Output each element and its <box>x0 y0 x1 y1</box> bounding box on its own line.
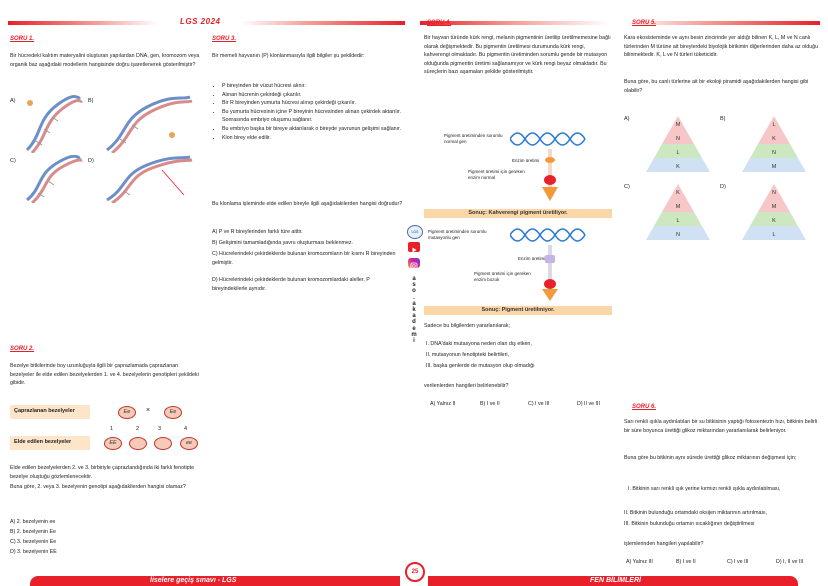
q5-pyramid-c-label: C) <box>624 184 630 190</box>
q4-option-a: A) Yalnız II <box>430 401 456 407</box>
q2-obtained-pea-1: EE <box>104 437 122 450</box>
q4-fig2-arrow-head <box>542 289 558 301</box>
q2-option-d: D) 3. bezelyenin EE <box>10 549 57 555</box>
q2-times-sign: × <box>146 407 151 414</box>
q6-item-1: I. Bitkinin sarı renkli ışık yerine kırmızı renkli ışıkla aydınlatılması, <box>628 486 781 492</box>
youtube-icon[interactable] <box>408 242 420 252</box>
q4-fig1-dna-icon <box>510 131 590 147</box>
instagram-icon[interactable] <box>408 258 420 268</box>
q5-pyramid-c-row-2: M <box>675 204 681 210</box>
q3-bullet: • Alınan hücrenin çekirdeği çıkarılır. <box>222 91 406 100</box>
q3-bullet-list <box>212 82 406 142</box>
q4-fig1-pigment-label: Pigment üretimi için gereken enzim normal <box>468 169 525 180</box>
q2-obtained-label: Elde edilen bezelyeler <box>14 439 72 445</box>
q4-fig2-result: Sonuç: Pigment üretilmiyor. <box>424 306 612 315</box>
q4-fig2-dna-icon <box>510 227 590 243</box>
q4-text: Bir hayvan türünde kürk rengi, melanin pigmentinin üretilip üretilmemesine bağlı olarak değişmektedir. Bu pigmentin üretilmesi durumunda kürk rengi, kahverengi olmaktadır. Bu pigmentin üretiminden sorumlu gende bir mutasyon olduğunda pigmentin üretimi sağlanamıyor ve kürk rengi beyaz olmaktadır. Bu süreçlerin bazı aşamaları şekilde gösterilmiştir. <box>424 35 611 76</box>
q3-bullet: • Bu embriyo başka bir bireye aktarılarak o bireyde yavrunun gelişimi sağlanır. <box>222 125 406 134</box>
q3-option-d: D) Hücrelerindeki çekirdeklerde bulunan kromozomlardaki aleller, P bireyindekilerle aynıdır. <box>212 277 370 292</box>
q4-fig2-pigment-icon <box>544 279 556 289</box>
footer-right-text: FEN BİLİMLERİ <box>590 577 641 584</box>
q2-number-3: 3 <box>158 426 162 432</box>
q3-bullet: • Bir R bireyinden yumurta hücresi alınıp çekirdeği çıkarılır. <box>222 99 406 108</box>
q3-bullet: • Bu yumurta hücresinin içine P bireyinin hücresinden alınan çekirdek aktarılır. Sonrasında embriyo oluşumu sağlanır. <box>222 108 406 125</box>
q5-pyramid-b-row-1: L <box>772 122 776 128</box>
header-title: LGS 2024 <box>180 17 221 26</box>
q6-item-2: II. Bitkinin bulunduğu ortamdaki oksijen miktarının artırılması, <box>624 510 768 516</box>
q4-fig1-enzyme-label: Enzim üretimi <box>512 158 540 163</box>
q5-pyramid-c-row-4: N <box>676 232 680 238</box>
side-letter: d <box>412 319 416 326</box>
q2-obtained-pea-4: ee <box>180 437 198 450</box>
q5-pyramid-b-row-2: K <box>772 136 776 142</box>
side-letter: a <box>412 313 416 320</box>
q2-obtained-pea-3 <box>154 437 172 450</box>
q1-option-d-label: D) <box>88 158 94 164</box>
q5-pyramid-a <box>646 116 710 172</box>
q4-fig1-enzyme-icon <box>545 157 555 163</box>
page-number: 25 <box>405 562 425 582</box>
q4-option-b: B) I ve II <box>480 401 500 407</box>
side-letter: o <box>412 288 416 295</box>
q2-option-c: C) 3. bezelyenin Ee <box>10 539 57 545</box>
q1-text: Bir hücredeki kalıtım materyalini oluşturan yapılardan DNA, gen, kromozom veya organik baz aşağıdaki modellerin hangisinde doğru işaretlenerek gösterilmiştir? <box>10 53 200 68</box>
q4-fig2-enzyme-label: Enzim üretimi <box>518 256 546 261</box>
q6-item-3: III. Bitkinin bulunduğu ortamın sıcaklığının değiştirilmesi <box>624 521 755 527</box>
q5-title: SORU 5. <box>632 20 657 26</box>
q3-option-a: A) P ve R bireylerinden farklı türe aittir. <box>212 229 303 235</box>
q6-text: Sarı renkli ışıkla aydınlatılan bir su bitkisinin yaptığı fotosentezin hızı, bitkinin belirli bir süre boyunca ürettiği glikoz miktarından yararlanılarak belirleniyor. <box>624 419 818 434</box>
q2-crossed-pea-2: Ee <box>164 406 182 419</box>
q5-pyramid-b-row-4: M <box>771 164 777 170</box>
side-letter: s <box>412 282 416 289</box>
q4-fig2-enzyme-icon <box>545 255 555 263</box>
q1-dna-model-c <box>22 155 84 203</box>
q6-option-d: D) I, II ve III <box>776 559 804 565</box>
q4-item-1: I. DNA'daki mutasyona neden olan dış etken, <box>426 341 532 347</box>
q4-fig1-arrow-head <box>542 187 558 201</box>
q5-text: Kara ekosisteminde ve aynı besin zincirinde yer aldığı bilinen K, L, M ve N canlı türlerinden M türüne ait bireylerdeki biyolojik birikimin diğerlerinden daha az olduğu bilinmektedir. K, L ve N türleri tüketicidir. <box>624 35 819 59</box>
side-letter: . <box>413 294 415 301</box>
q1-option-b-label: B) <box>88 98 94 104</box>
q2-title: SORU 2. <box>10 346 35 352</box>
q2-obtained-label-box <box>10 436 90 450</box>
q1-dna-model-d <box>102 155 194 203</box>
q4-q-end: verilenlerden hangileri belirlenebilir? <box>424 383 509 389</box>
q4-figure-normal <box>424 125 614 220</box>
side-letter: m <box>411 331 417 338</box>
q3-option-b: B) Gelişimini tamamladığında yavru oluşturması beklenmez. <box>212 240 354 246</box>
q4-title: SORU 4. <box>427 20 452 26</box>
q4-item-3: III. başka genlerde de mutasyon olup olmadığı <box>426 363 535 369</box>
q2-number-1: 1 <box>110 426 114 432</box>
q5-pyramid-d-row-1: N <box>772 190 776 196</box>
q5-pyramid-a-row-3: L <box>676 150 680 156</box>
q2-number-2: 2 <box>136 426 140 432</box>
side-letter: i <box>413 338 415 345</box>
q2-obtained-pea-2 <box>129 437 147 450</box>
q5-pyramid-d <box>742 184 806 240</box>
lgs-badge-icon: LGS <box>407 225 423 239</box>
q2-text3: Buna göre, 2. veya 3. bezelyenin genotipi aşağıdakilerden hangisi olamaz? <box>10 484 186 490</box>
header-bar-mid <box>240 21 405 25</box>
q3-bullet: • P bireyinden bir vücut hücresi alınır. <box>222 82 406 91</box>
q1-option-c-label: C) <box>10 158 16 164</box>
q1-dna-model-b <box>102 95 194 153</box>
q6-question: Buna göre bu bitkinin aynı sürede ürettiği glikoz miktarının değişmesi için; <box>624 455 797 461</box>
q5-question: Buna göre, bu canlı türlerine ait bir ekoloji piramidi aşağıdakilerden hangisi gibi olabilir? <box>624 79 809 94</box>
q3-question: Bu klonlama işleminde elde edilen bireyle ilgili aşağıdakilerden hangisi doğrudur? <box>212 201 403 207</box>
q2-text2: Elde edilen bezelyelerden 2. ve 3. birbiriyle çaprazlandığında iki farklı fenotipte bezelye oluştuğu gözlemlenecektir. <box>10 465 195 480</box>
q5-pyramid-d-row-2: M <box>771 204 777 210</box>
q4-fig1-gene-label: Pigment üretiminden sorumlu normal gen <box>444 133 503 144</box>
q5-pyramid-a-row-1: M <box>675 122 681 128</box>
side-vertical-text <box>411 276 417 344</box>
q2-text: Bezelye bitkilerinde boy uzunluğuyla ilgili bir çaprazlamada çaprazlanan bezelyeler ile elde edilen bezelyelerden 1. ve 4. bezelyelerin genotipleri şekildeki gibidir. <box>10 363 199 387</box>
q6-option-b: B) I ve II <box>676 559 696 565</box>
q6-title: SORU 6. <box>632 404 657 410</box>
q3-bullet: • Klon birey elde edilir. <box>222 134 406 143</box>
q6-option-a: A) Yalnız III <box>626 559 653 565</box>
side-letter: e <box>412 325 416 332</box>
q5-pyramid-a-row-4: K <box>676 164 680 170</box>
q5-pyramid-d-row-3: K <box>772 218 776 224</box>
q4-fig2-gene-label: Pigment üretiminden sorumlu mutasyonlu gen <box>428 229 487 240</box>
q4-figure-mutated <box>424 223 614 317</box>
footer-left-text: liselere geçiş sınavı - LGS <box>150 577 237 584</box>
side-letter: a <box>412 300 416 307</box>
q5-pyramid-c-row-1: K <box>676 190 680 196</box>
side-letter: a <box>412 276 416 282</box>
q4-fig1-result: Sonuç: Kahverengi pigment üretiliyor. <box>424 209 612 218</box>
q5-pyramids <box>624 110 820 245</box>
q1-dna-models <box>10 95 200 205</box>
q6-option-c: C) I ve III <box>727 559 749 565</box>
q5-pyramid-b-row-3: N <box>772 150 776 156</box>
q2-crossed-pea-1: Ee <box>118 406 136 419</box>
q5-pyramid-b <box>742 116 806 172</box>
header-bar-left <box>8 21 158 25</box>
q5-pyramid-b-label: B) <box>720 116 726 122</box>
q4-q-intro: Sadece bu bilgilerden yararlanılarak; <box>424 323 510 329</box>
q2-option-a: A) 2. bezelyenin ee <box>10 519 56 525</box>
q3-option-c: C) Hücrelerindeki çekirdeklerde bulunan kromozomların bir kısmı R bireyinden gelmiştir. <box>212 251 396 266</box>
q4-fig1-pigment-icon <box>544 175 556 185</box>
q2-option-b: B) 2. bezelyenin Ee <box>10 529 56 535</box>
q6-q-end: işlemlerinden hangileri yapılabilir? <box>624 541 704 547</box>
q4-item-2: II. mutasyonun fenotipteki belirtileri, <box>426 352 510 358</box>
q5-pyramid-c-row-3: L <box>676 218 680 224</box>
q5-pyramid-a-row-2: N <box>676 136 680 142</box>
q2-crossed-label: Çaprazlanan bezelyeler <box>14 408 75 414</box>
q4-option-c: C) I ve III <box>528 401 550 407</box>
q1-dna-model-a <box>22 95 84 153</box>
q2-number-4: 4 <box>184 426 188 432</box>
q5-pyramid-d-label: D) <box>720 184 726 190</box>
q5-pyramid-c <box>646 184 710 240</box>
q4-option-d: D) II ve III <box>577 401 600 407</box>
q5-pyramid-d-row-4: L <box>772 232 776 238</box>
q2-crossed-label-box <box>10 405 90 419</box>
q1-title: SORU 1. <box>10 36 35 42</box>
q3-title: SORU 3. <box>212 36 237 42</box>
side-letter: k <box>412 307 416 314</box>
q4-fig2-pigment-label: Pigment üretimi için gereken enzim bozuk <box>474 271 531 282</box>
q3-intro: Bir memeli hayvanın (P) klonlanmasıyla ilgili bilgiler şu şekildedir: <box>212 53 365 59</box>
q1-option-a-label: A) <box>10 98 16 104</box>
q5-pyramid-a-label: A) <box>624 116 630 122</box>
